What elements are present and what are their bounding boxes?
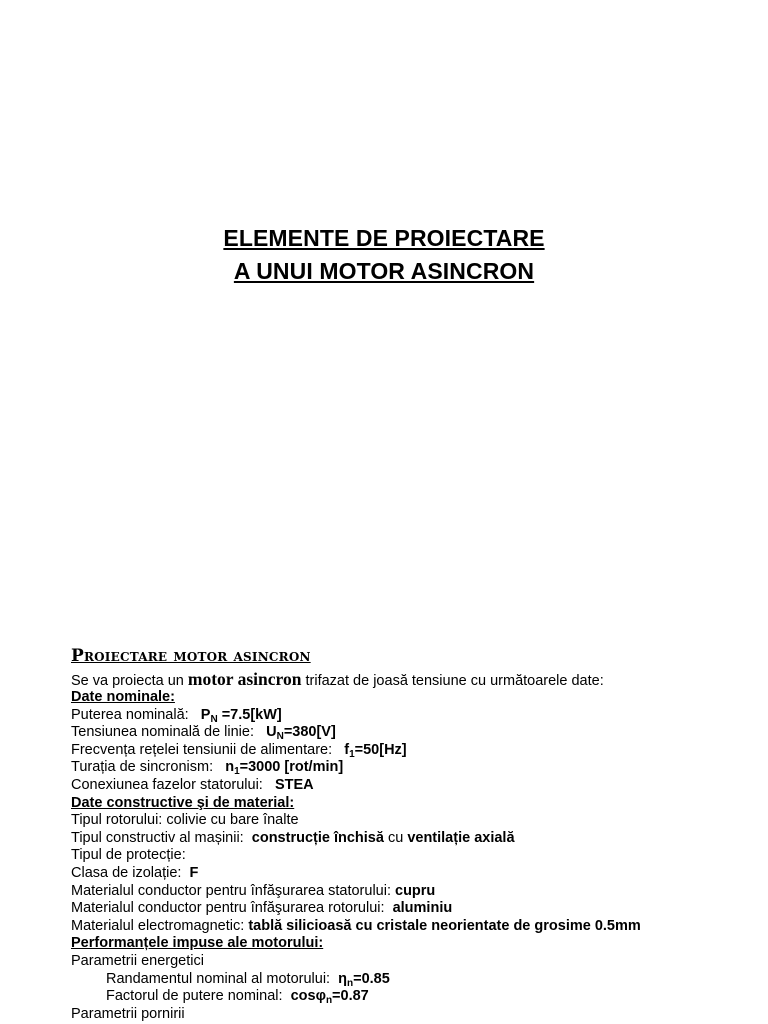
protection-row: Tipul de protecție: — [71, 847, 186, 864]
connection-label: Conexiunea fazelor statorului: — [71, 776, 263, 793]
rotor-material-label: Materialul conductor pentru înfăşurarea rotorului: — [71, 900, 385, 917]
machine-type-value-2: ventilație axială — [407, 829, 515, 846]
machine-type-label: Tipul constructiv al mașinii: — [71, 829, 244, 846]
nominal-heading: Date nominale: — [71, 689, 175, 705]
connection-row — [71, 777, 751, 795]
insulation-label: Clasa de izolație: — [71, 864, 182, 881]
nominal-voltage-value: $U_N=380[V]$ — [266, 724, 336, 743]
machine-type-value-1: construcție închisă — [251, 829, 384, 846]
document-body — [71, 643, 751, 1023]
nominal-voltage-row — [71, 724, 751, 742]
nominal-power-row — [71, 707, 751, 725]
power-factor-row — [71, 988, 751, 1006]
electromagnetic-material-value: tablă silicioasă cu cristale neorientate de grosime 0.5mm — [248, 917, 641, 934]
document-title — [0, 222, 768, 288]
power-factor-label: Factorul de putere nominal: — [106, 988, 283, 1005]
section-title: Proiectare motor asincron — [71, 646, 311, 666]
constructive-heading: Date constructive şi de material: — [71, 794, 295, 811]
nominal-voltage-label: Tensiunea nominală de linie: — [71, 724, 254, 741]
title-line-1: ELEMENTE DE PROIECTARE — [223, 225, 545, 251]
frequency-label: Frecvența rețelei tensiunii de alimentare: — [71, 741, 333, 758]
insulation-value: F — [189, 864, 199, 881]
sync-speed-row — [71, 759, 751, 777]
intro-prefix: Se va proiecta un — [71, 673, 188, 689]
efficiency-value: $\eta_n=0.85$ — [338, 970, 390, 989]
insulation-row — [71, 865, 751, 883]
rotor-type-row: Tipul rotorului: colivie cu bare înalte — [71, 812, 299, 829]
power-factor-value: cosφ$_n$=0.87 — [290, 988, 369, 1007]
stator-material-label: Materialul conductor pentru înfăşurarea statorului: — [71, 882, 391, 899]
electromagnetic-material-row — [71, 918, 751, 936]
machine-type-row — [71, 830, 751, 848]
electromagnetic-material-label: Materialul electromagnetic: — [71, 917, 245, 934]
sync-speed-label: Turația de sincronism: — [71, 759, 214, 776]
title-line-2: A UNUI MOTOR ASINCRON — [233, 258, 535, 284]
nominal-power-label: Puterea nominală: — [71, 706, 189, 723]
energy-params-row: Parametrii energetici — [71, 952, 204, 969]
sync-speed-value: $n_1=3000$ [rot/min] — [225, 759, 344, 778]
performance-heading: Performanțele impuse ale motorului: — [71, 935, 324, 952]
frequency-value: $f_1=50[Hz]$ — [344, 741, 407, 760]
efficiency-label: Randamentul nominal al motorului: — [106, 970, 331, 987]
intro-emphasis: motor asincron — [187, 669, 302, 689]
starting-params-row: Parametrii pornirii — [71, 1005, 185, 1022]
efficiency-row — [71, 971, 751, 989]
stator-material-value: cupru — [395, 882, 436, 899]
rotor-material-value: aluminiu — [392, 900, 453, 917]
stator-material-row — [71, 883, 751, 901]
intro-paragraph — [71, 669, 751, 689]
intro-suffix: trifazat de joasă tensiune cu următoarele date: — [301, 673, 604, 689]
connection-value: STEA — [274, 776, 314, 793]
machine-type-middle: cu — [383, 829, 408, 846]
nominal-power-value: $P_N =7.5[kW]$ — [200, 706, 282, 725]
frequency-row — [71, 742, 751, 760]
rotor-material-row — [71, 900, 751, 918]
